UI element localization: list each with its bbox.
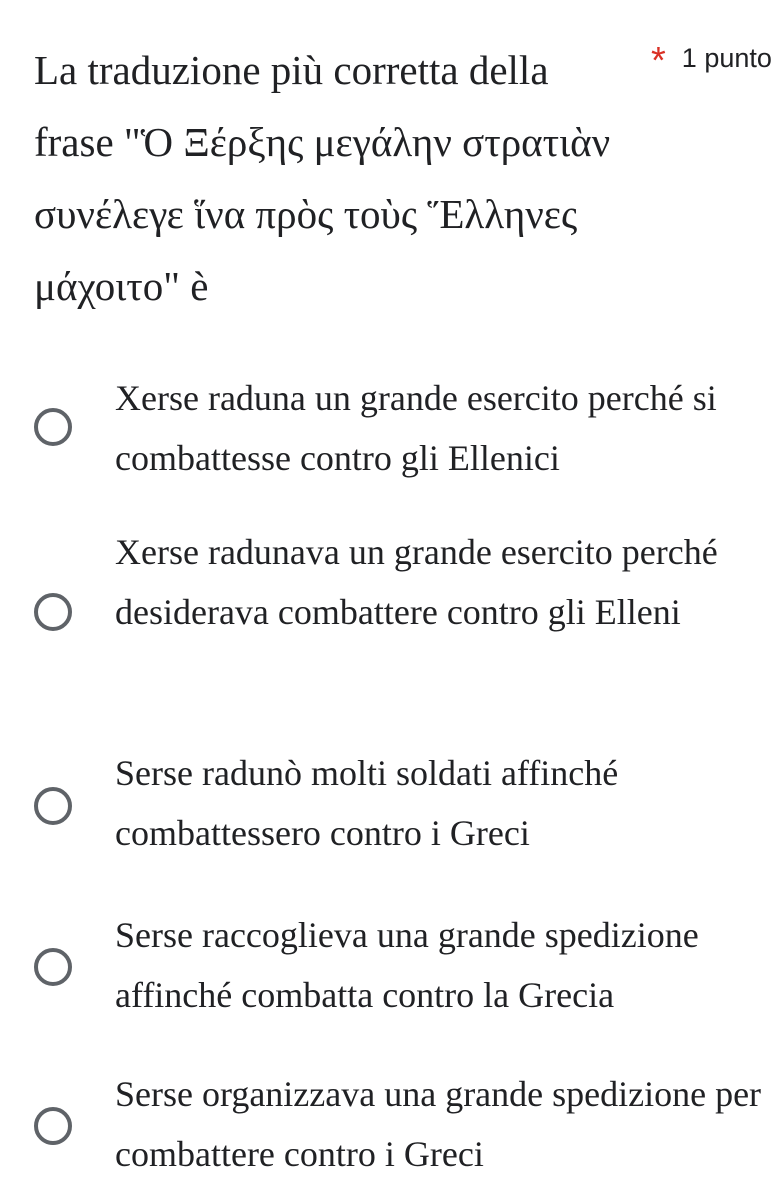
option-label: Xerse raduna un grande esercito perché si combattesse contro gli Ellenici: [115, 378, 717, 478]
radio-button-icon[interactable]: [34, 787, 72, 825]
option-2[interactable]: [0, 522, 781, 702]
radio-button-icon[interactable]: [34, 1107, 72, 1145]
option-label: Serse radunò molti soldati affinché combattessero contro i Greci: [115, 753, 619, 853]
option-1[interactable]: [0, 368, 781, 488]
option-label: Xerse radunava un grande esercito perché desiderava combattere contro gli Elleni: [115, 532, 718, 632]
option-3[interactable]: [0, 743, 781, 863]
option-5[interactable]: [0, 1064, 781, 1184]
option-4[interactable]: [0, 905, 781, 1025]
points-label: 1 punto: [681, 43, 772, 73]
required-asterisk: *: [651, 40, 666, 82]
radio-button-icon[interactable]: [34, 948, 72, 986]
option-label: Serse raccoglieva una grande spedizione affinché combatta contro la Grecia: [115, 915, 699, 1015]
question-title: La traduzione più corretta della frase "Ὁ Ξέρξης μεγάλην στρατιὰν συνέλεγε ἵνα πρὸς τοὺς Ἕλληνες μάχοιτο" è: [34, 47, 611, 309]
option-label: Serse organizzava una grande spedizione per combattere contro i Greci: [115, 1074, 762, 1174]
radio-button-icon[interactable]: [34, 593, 72, 631]
radio-button-icon[interactable]: [34, 408, 72, 446]
